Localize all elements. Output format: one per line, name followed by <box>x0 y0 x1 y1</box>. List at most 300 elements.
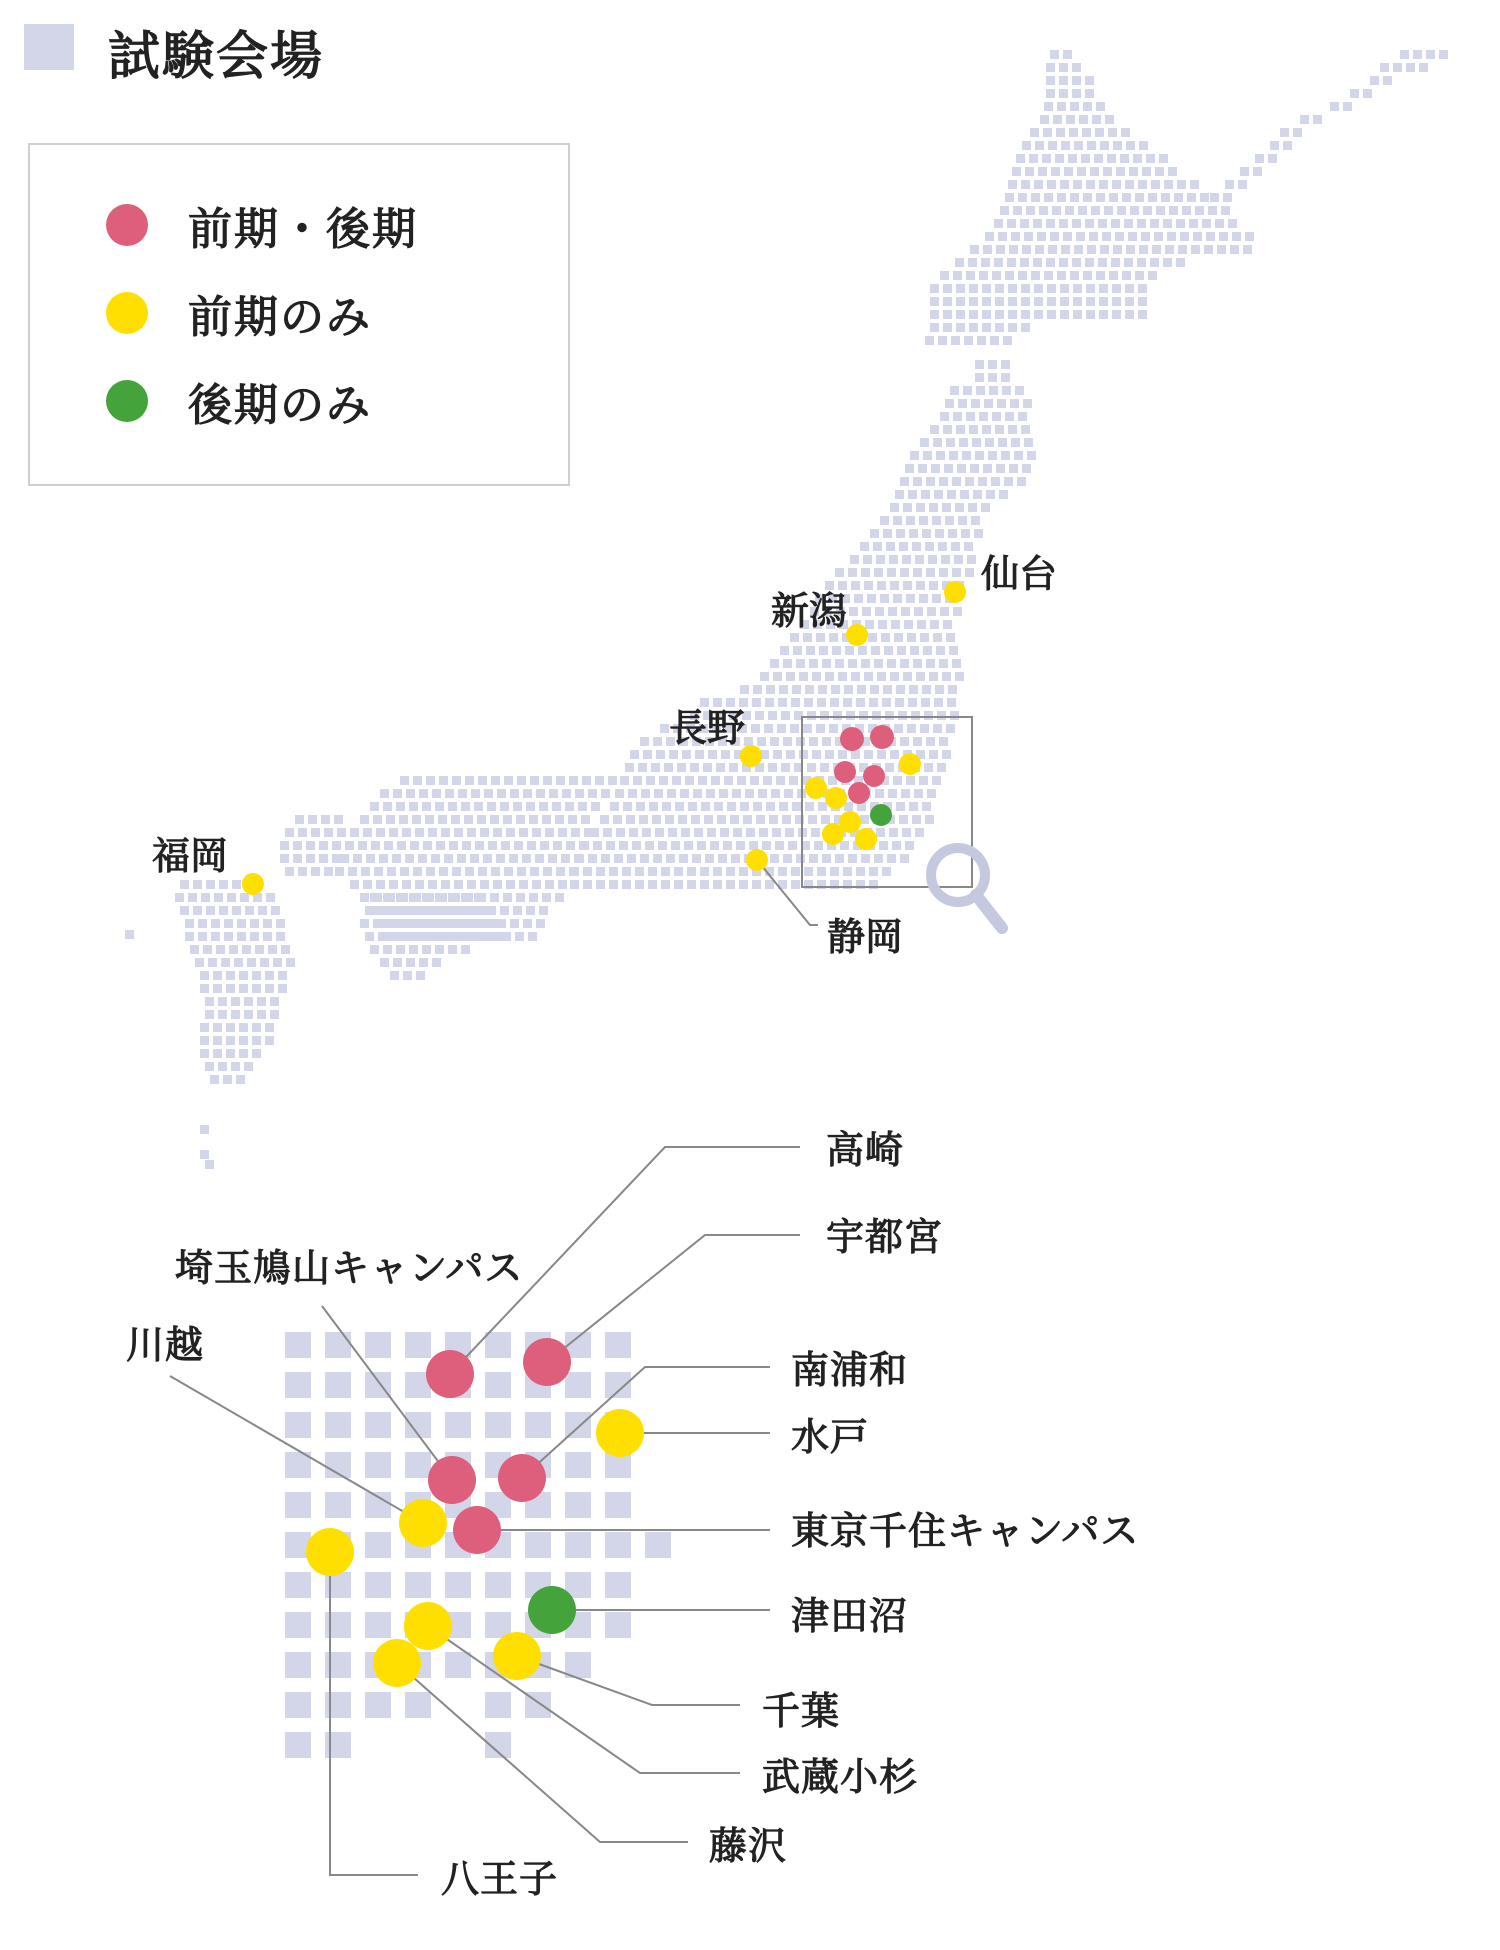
land-dot <box>880 594 889 603</box>
land-dot <box>1137 258 1146 267</box>
land-dot <box>713 880 722 889</box>
land-dot <box>1215 219 1224 228</box>
land-dot <box>384 841 393 850</box>
land-dot <box>561 854 570 863</box>
land-dot <box>620 776 629 785</box>
land-dot <box>1029 154 1038 163</box>
land-dot <box>1063 50 1072 59</box>
land-dot <box>984 399 993 408</box>
land-dot <box>684 841 693 850</box>
venue-label-utsunomiya: 宇都宮 <box>826 1215 944 1259</box>
land-dot <box>791 867 800 876</box>
land-dot <box>914 789 923 798</box>
land-dot <box>642 828 651 837</box>
land-dot <box>750 776 759 785</box>
land-dot <box>371 841 380 850</box>
land-dot <box>900 854 909 863</box>
land-dot <box>968 258 977 267</box>
land-dot <box>675 802 684 811</box>
land-dot <box>439 867 448 876</box>
land-dot <box>350 880 359 889</box>
land-dot <box>665 815 674 824</box>
land-dot <box>252 1036 261 1045</box>
land-dot <box>1086 310 1095 319</box>
land-dot <box>1135 193 1144 202</box>
land-dot <box>953 607 962 616</box>
land-dot <box>816 724 825 733</box>
zoom-grid-cell <box>565 1452 591 1478</box>
land-dot <box>860 815 869 824</box>
zoom-grid-cell <box>365 1572 391 1598</box>
land-dot <box>1000 206 1009 215</box>
land-dot <box>1087 141 1096 150</box>
land-dot <box>988 360 997 369</box>
land-dot <box>1176 219 1185 228</box>
land-dot <box>239 1023 248 1032</box>
land-dot <box>947 698 956 707</box>
land-dot <box>1178 245 1187 254</box>
land-dot <box>232 906 241 915</box>
land-dot <box>1204 245 1213 254</box>
land-dot <box>898 711 907 720</box>
land-dot <box>461 945 470 954</box>
zoom-grid-cell <box>405 1452 431 1478</box>
zoom-grid-cell <box>485 1332 511 1358</box>
land-dot <box>475 841 484 850</box>
land-dot <box>925 336 934 345</box>
land-dot <box>762 841 771 850</box>
land-dot <box>383 945 392 954</box>
land-dot <box>1200 193 1209 202</box>
land-dot <box>783 659 792 668</box>
land-dot <box>946 633 955 642</box>
land-dot <box>1253 167 1262 176</box>
land-dot <box>1120 154 1129 163</box>
land-dot <box>818 685 827 694</box>
land-dot <box>835 568 844 577</box>
land-dot <box>1001 451 1010 460</box>
land-dot <box>378 932 387 941</box>
land-dot <box>1016 154 1025 163</box>
land-dot <box>1072 89 1081 98</box>
land-dot <box>992 412 1001 421</box>
zoom-grid-cell <box>485 1572 511 1598</box>
land-dot <box>765 880 774 889</box>
land-dot <box>1142 167 1151 176</box>
land-dot <box>419 789 428 798</box>
land-dot <box>628 789 637 798</box>
land-dot <box>568 815 577 824</box>
land-dot <box>817 698 826 707</box>
land-dot <box>1174 193 1183 202</box>
land-dot <box>1283 141 1292 150</box>
land-dot <box>1168 167 1177 176</box>
land-dot <box>391 906 400 915</box>
land-dot <box>752 698 761 707</box>
land-dot <box>653 854 662 863</box>
land-dot <box>1043 128 1052 137</box>
land-dot <box>1078 206 1087 215</box>
land-dot <box>896 529 905 538</box>
land-dot <box>609 867 618 876</box>
land-dot <box>786 750 795 759</box>
zoom-marker-minamiurawa <box>498 1454 546 1502</box>
land-dot <box>227 893 236 902</box>
land-dot <box>917 620 926 629</box>
land-dot <box>1079 115 1088 124</box>
land-dot <box>216 945 225 954</box>
land-dot <box>910 646 919 655</box>
land-dot <box>658 841 667 850</box>
venue-label-musashikosugi: 武蔵小杉 <box>762 1755 919 1799</box>
land-dot <box>951 542 960 551</box>
land-dot <box>849 607 858 616</box>
land-dot <box>640 737 649 746</box>
land-dot <box>803 724 812 733</box>
land-dot <box>877 581 886 590</box>
land-dot <box>393 958 402 967</box>
land-dot <box>632 841 641 850</box>
zoom-grid-cell <box>605 1492 631 1518</box>
land-dot <box>474 893 483 902</box>
land-dot <box>880 516 889 525</box>
land-dot <box>193 906 202 915</box>
land-dot <box>1046 76 1055 85</box>
land-dot <box>733 828 742 837</box>
land-dot <box>781 763 790 772</box>
land-dot <box>862 607 871 616</box>
land-dot <box>1350 89 1359 98</box>
land-dot <box>1195 206 1204 215</box>
land-dot <box>1059 258 1068 267</box>
land-dot <box>1040 115 1049 124</box>
land-dot <box>971 399 980 408</box>
land-dot <box>493 880 502 889</box>
land-dot <box>500 906 509 915</box>
land-dot <box>811 828 820 837</box>
land-dot <box>1086 284 1095 293</box>
land-dot <box>444 854 453 863</box>
land-dot <box>888 607 897 616</box>
land-dot <box>595 776 604 785</box>
land-dot <box>370 893 379 902</box>
land-dot <box>1024 438 1033 447</box>
land-dot <box>516 815 525 824</box>
land-dot <box>687 867 696 876</box>
land-dot <box>456 932 465 941</box>
land-dot <box>1073 310 1082 319</box>
land-dot <box>428 828 437 837</box>
land-dot <box>556 776 565 785</box>
land-dot <box>1072 63 1081 72</box>
land-dot <box>1116 167 1125 176</box>
land-dot <box>694 828 703 837</box>
zoom-marker-hatoyama <box>428 1456 476 1504</box>
land-dot <box>480 828 489 837</box>
land-dot <box>250 919 259 928</box>
land-dot <box>943 425 952 434</box>
land-dot <box>965 477 974 486</box>
land-dot <box>982 284 991 293</box>
land-dot <box>778 698 787 707</box>
land-dot <box>1061 141 1070 150</box>
marker-niigata <box>846 624 868 646</box>
land-dot <box>932 776 941 785</box>
land-dot <box>973 490 982 499</box>
land-dot <box>901 607 910 616</box>
land-dot <box>1060 180 1069 189</box>
land-dot <box>982 310 991 319</box>
land-dot <box>404 906 413 915</box>
land-dot <box>937 711 946 720</box>
land-dot <box>848 854 857 863</box>
land-dot <box>593 841 602 850</box>
land-dot <box>1393 63 1402 72</box>
land-dot <box>1046 63 1055 72</box>
land-dot <box>1025 167 1034 176</box>
land-dot <box>809 659 818 668</box>
land-dot <box>1013 206 1022 215</box>
land-dot <box>370 945 379 954</box>
zoom-marker-chiba <box>493 1632 541 1680</box>
land-dot <box>967 555 976 564</box>
land-dot <box>1121 128 1130 137</box>
zoom-grid-cell <box>405 1572 431 1598</box>
land-dot <box>978 477 987 486</box>
land-dot <box>938 542 947 551</box>
land-dot <box>781 711 790 720</box>
land-dot <box>1087 245 1096 254</box>
land-dot <box>861 854 870 863</box>
land-dot <box>403 971 412 980</box>
land-dot <box>515 932 524 941</box>
land-dot <box>997 399 1006 408</box>
land-dot <box>874 568 883 577</box>
land-dot <box>278 971 287 980</box>
land-dot <box>921 490 930 499</box>
land-dot <box>883 685 892 694</box>
land-dot <box>690 763 699 772</box>
land-dot <box>1073 180 1082 189</box>
land-dot <box>908 698 917 707</box>
land-dot <box>1313 115 1322 124</box>
land-dot <box>994 219 1003 228</box>
land-dot <box>205 1010 214 1019</box>
land-dot <box>1017 477 1026 486</box>
land-dot <box>245 906 254 915</box>
land-dot <box>435 802 444 811</box>
land-dot <box>213 971 222 980</box>
land-dot <box>1083 102 1092 111</box>
land-dot <box>231 997 240 1006</box>
land-dot <box>864 750 873 759</box>
land-dot <box>930 425 939 434</box>
land-dot <box>766 685 775 694</box>
land-dot <box>268 945 277 954</box>
land-dot <box>1111 258 1120 267</box>
land-dot <box>1083 271 1092 280</box>
land-dot <box>200 1049 209 1058</box>
land-dot <box>942 672 951 681</box>
zoom-marker-fujisawa <box>373 1639 421 1687</box>
land-dot <box>503 893 512 902</box>
land-dot <box>963 386 972 395</box>
land-dot <box>931 464 940 473</box>
zoom-grid-cell <box>365 1532 391 1558</box>
land-dot <box>806 646 815 655</box>
land-dot <box>902 555 911 564</box>
land-dot <box>821 815 830 824</box>
marker-shizuoka <box>746 849 768 871</box>
land-dot <box>360 893 369 902</box>
land-dot <box>213 1036 222 1045</box>
land-dot <box>953 271 962 280</box>
land-dot <box>1072 258 1081 267</box>
land-dot <box>625 763 634 772</box>
land-dot <box>386 815 395 824</box>
zoom-grid-cell <box>525 1412 551 1438</box>
land-dot <box>913 477 922 486</box>
venue-label-hatoyama: 埼玉鳩山キャンパス <box>175 1246 524 1290</box>
marker-sendai <box>944 581 966 603</box>
land-dot <box>916 672 925 681</box>
land-dot <box>995 297 1004 306</box>
land-dot <box>969 323 978 332</box>
land-dot <box>1138 180 1147 189</box>
land-dot <box>920 438 929 447</box>
land-dot <box>410 841 419 850</box>
land-dot <box>858 646 867 655</box>
land-dot <box>380 789 389 798</box>
land-dot <box>614 854 623 863</box>
land-dot <box>478 776 487 785</box>
land-dot <box>491 867 500 876</box>
land-dot <box>955 672 964 681</box>
land-dot <box>991 477 1000 486</box>
land-dot <box>677 763 686 772</box>
land-dot <box>565 802 574 811</box>
land-dot <box>671 841 680 850</box>
land-dot <box>1061 245 1070 254</box>
land-dot <box>193 880 202 889</box>
land-dot <box>710 841 719 850</box>
land-dot <box>930 323 939 332</box>
land-dot <box>656 750 665 759</box>
land-dot <box>796 737 805 746</box>
land-dot <box>1240 167 1249 176</box>
land-dot <box>905 841 914 850</box>
land-dot <box>428 880 437 889</box>
land-dot <box>919 594 928 603</box>
land-dot <box>260 958 269 967</box>
land-dot <box>870 529 879 538</box>
land-dot <box>1086 297 1095 306</box>
land-dot <box>1034 297 1043 306</box>
land-dot <box>1023 399 1032 408</box>
land-dot <box>252 971 261 980</box>
land-dot <box>239 971 248 980</box>
land-dot <box>1085 258 1094 267</box>
land-dot <box>961 529 970 538</box>
land-dot <box>635 880 644 889</box>
land-dot <box>1069 128 1078 137</box>
land-dot <box>679 854 688 863</box>
land-dot <box>490 919 499 928</box>
land-dot <box>205 997 214 1006</box>
land-dot <box>805 802 814 811</box>
marker-small-hatoyama <box>834 761 856 783</box>
land-dot <box>799 750 808 759</box>
land-dot <box>1018 193 1027 202</box>
land-dot <box>975 360 984 369</box>
land-dot <box>830 698 839 707</box>
land-dot <box>461 802 470 811</box>
land-dot <box>471 789 480 798</box>
land-dot <box>200 1150 209 1159</box>
land-dot <box>964 542 973 551</box>
land-dot <box>982 297 991 306</box>
land-dot <box>1083 193 1092 202</box>
land-dot <box>739 867 748 876</box>
land-dot <box>926 477 935 486</box>
land-dot <box>749 841 758 850</box>
venue-label-chiba: 千葉 <box>762 1689 841 1733</box>
land-dot <box>1034 180 1043 189</box>
land-dot <box>365 906 374 915</box>
land-dot <box>687 880 696 889</box>
land-dot <box>998 232 1007 241</box>
land-dot <box>1217 245 1226 254</box>
land-dot <box>930 310 939 319</box>
land-dot <box>1048 141 1057 150</box>
land-dot <box>244 997 253 1006</box>
land-dot <box>635 867 644 876</box>
legend-label-second: 後期のみ <box>188 380 372 431</box>
land-dot <box>1125 310 1134 319</box>
land-dot <box>306 854 315 863</box>
land-dot <box>376 880 385 889</box>
land-dot <box>697 841 706 850</box>
zoom-grid-cell <box>365 1452 391 1478</box>
land-dot <box>263 932 272 941</box>
venue-label-kawagoe: 川越 <box>126 1323 205 1367</box>
land-dot <box>1151 180 1160 189</box>
land-dot <box>441 828 450 837</box>
land-dot <box>838 672 847 681</box>
land-dot <box>698 776 707 785</box>
land-dot <box>265 1036 274 1045</box>
land-dot <box>622 880 631 889</box>
land-dot <box>1021 297 1030 306</box>
land-dot <box>569 776 578 785</box>
land-dot <box>936 451 945 460</box>
land-dot <box>493 828 502 837</box>
land-dot <box>1148 193 1157 202</box>
land-dot <box>1042 154 1051 163</box>
land-dot <box>379 854 388 863</box>
land-dot <box>208 958 217 967</box>
land-dot <box>1154 232 1163 241</box>
land-dot <box>890 503 899 512</box>
land-dot <box>916 581 925 590</box>
land-dot <box>707 828 716 837</box>
land-dot <box>927 607 936 616</box>
land-dot <box>201 893 210 902</box>
land-dot <box>786 672 795 681</box>
land-dot <box>392 854 401 863</box>
land-dot <box>1082 128 1091 137</box>
land-dot <box>200 1125 209 1134</box>
